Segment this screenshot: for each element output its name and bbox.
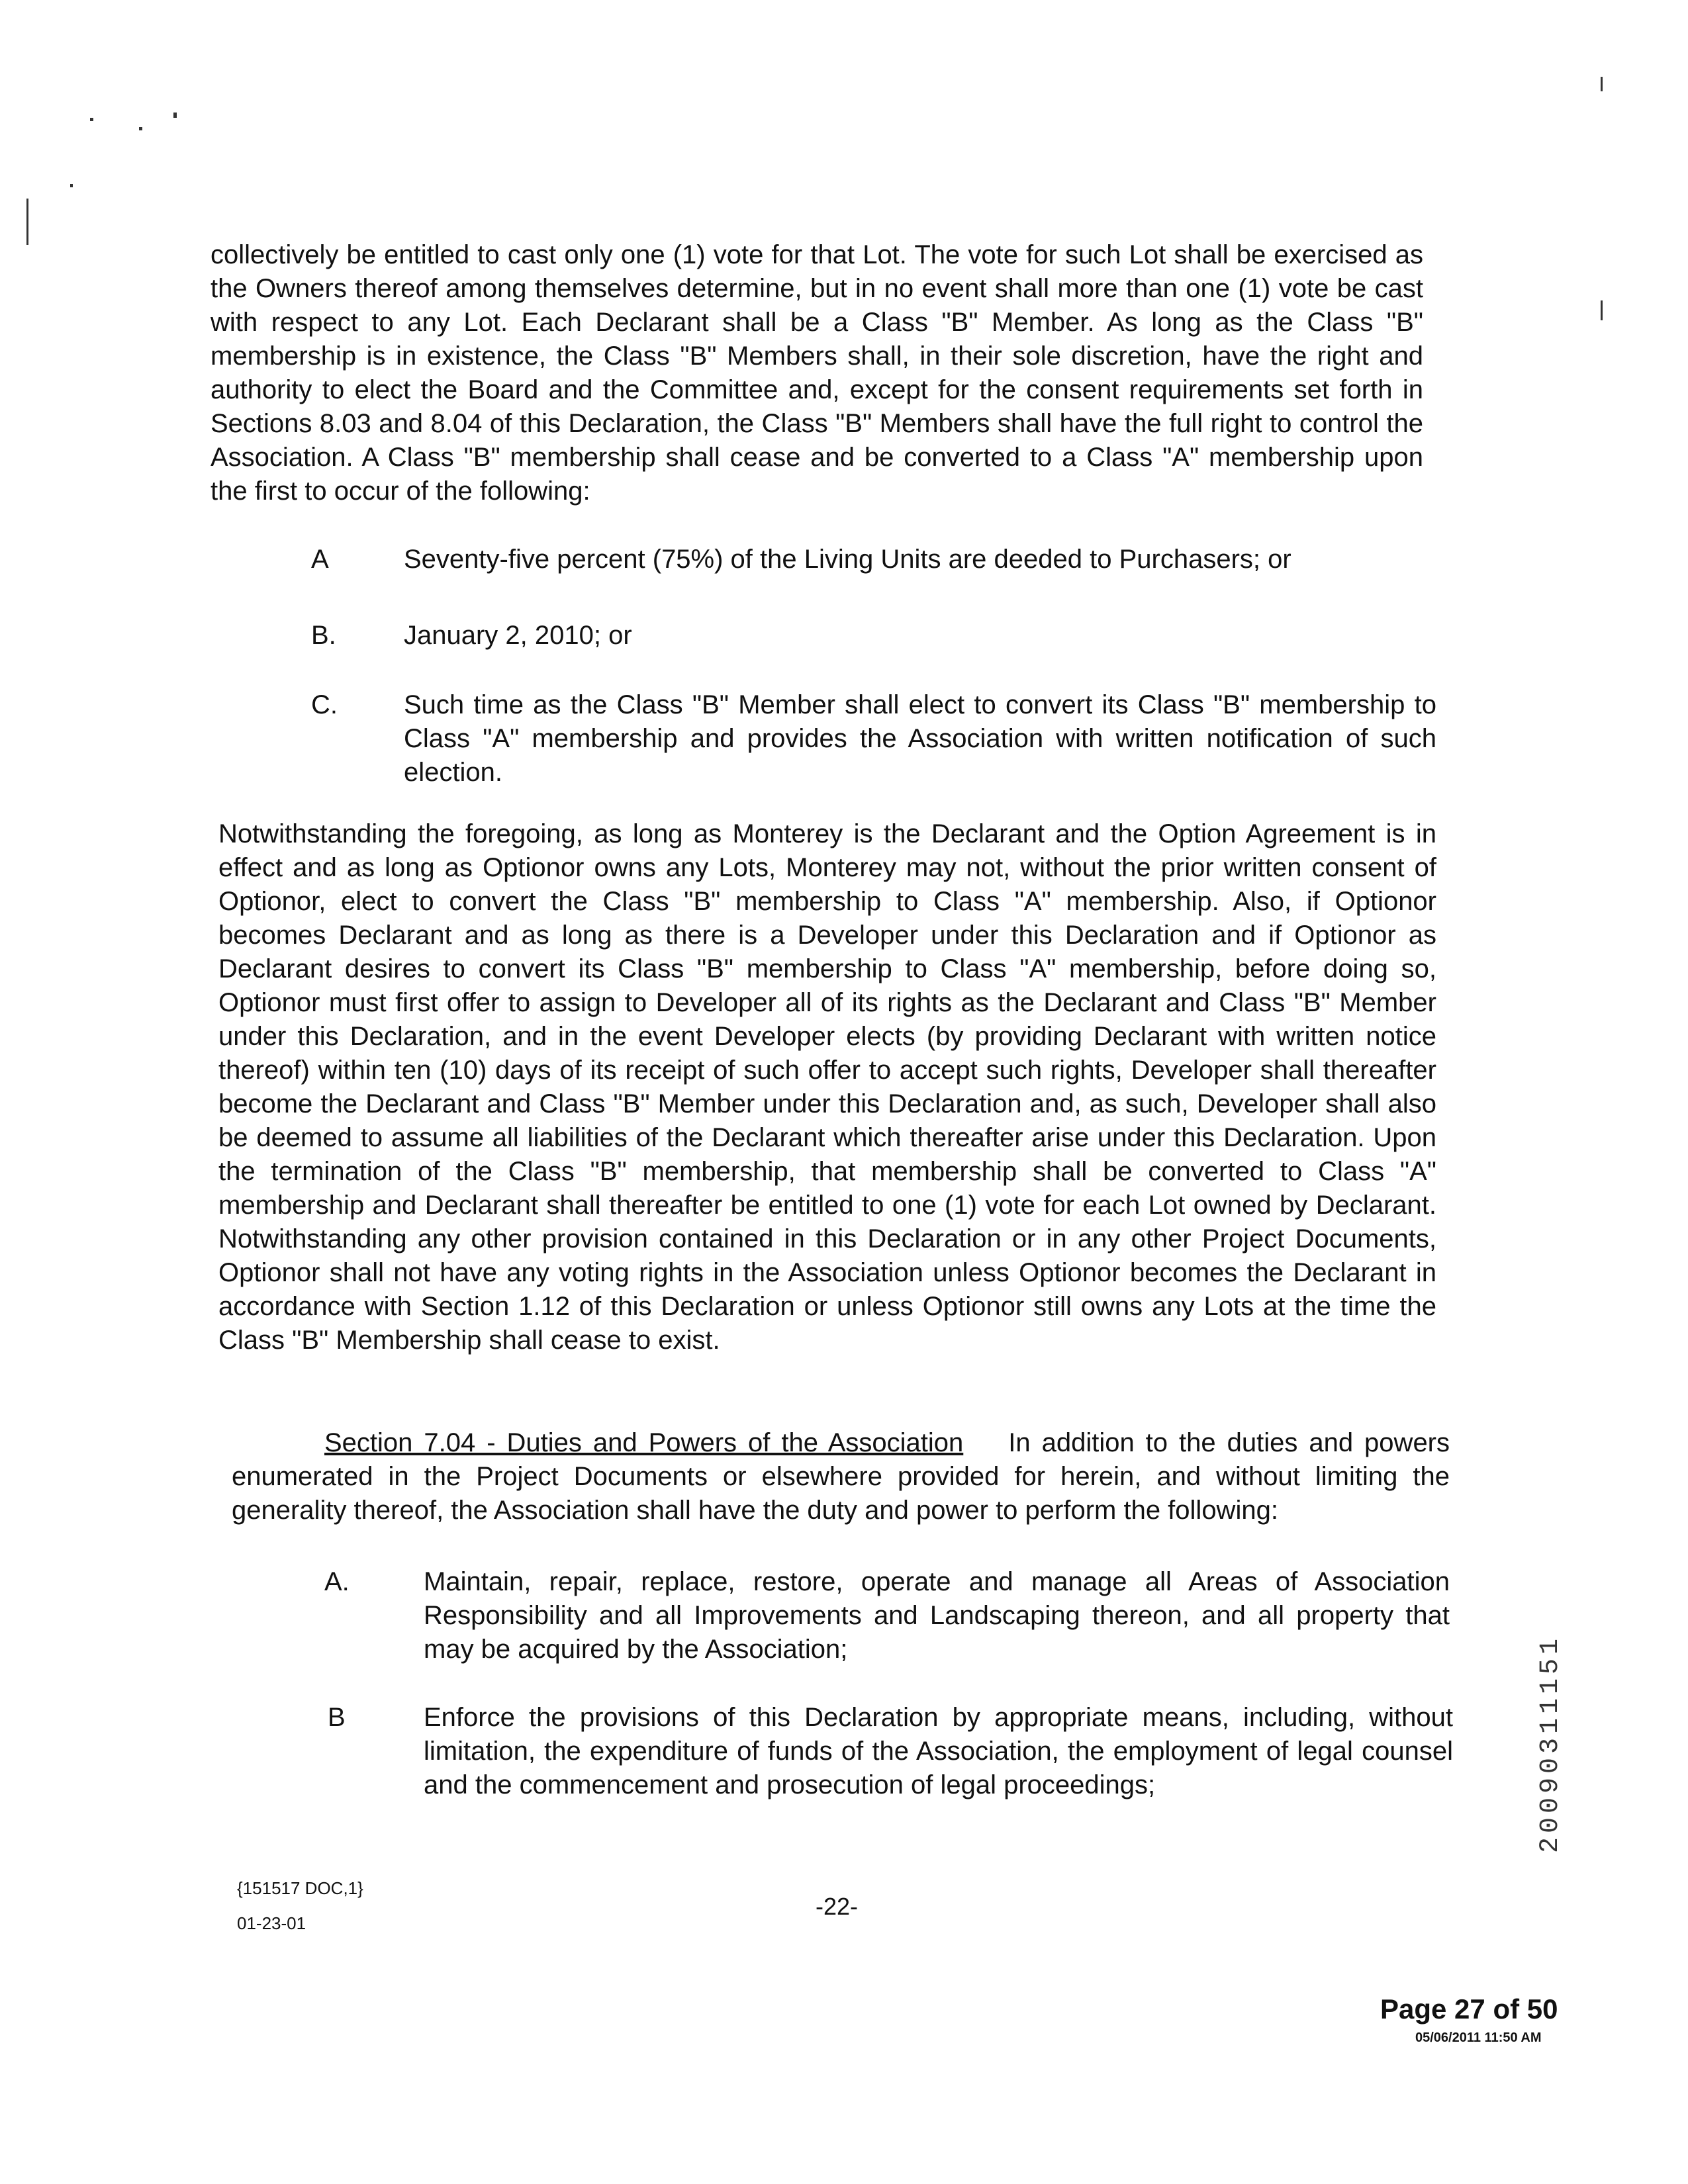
list-item: [328, 1701, 1453, 1807]
recording-page-stamp: Page 27 of 50: [1380, 1993, 1558, 2025]
list-item: [311, 619, 1436, 659]
list-item-text: January 2, 2010; or: [404, 621, 632, 650]
paragraph-class-b-membership: collectively be entitled to cast only one (1) vote for that Lot. The vote for such Lot shall be exercised as the Owners thereof among themselves determine, but in no event shall more than one (1) vote be cast with respect to any Lot. Each Declarant shall be a Class "B" Member. As long as the Class "B" membership is in existence, the Class "B" Members shall, in their sole discretion, have the right and authority to elect the Board and the Committee and, except for the consent requirements set forth in Sections 8.03 and 8.04 of this Declaration, the Class "B" Members shall have the full right to control the Association. A Class "B" membership shall cease and be converted to a Class "A" membership upon the first to occur of the following:: [211, 240, 1423, 506]
list-item-letter: B.: [311, 621, 336, 650]
scan-speck: [139, 127, 142, 130]
section-heading: Section 7.04 - Duties and Powers of the Association: [324, 1428, 964, 1457]
doc-reference: {151517 DOC,1}: [237, 1878, 363, 1898]
list-item: [324, 1565, 1450, 1671]
list-item-text: Such time as the Class "B" Member shall elect to convert its Class "B" membership to Class "A" membership and provides the Association with written notification of such election.: [404, 690, 1436, 787]
scan-speck: [1601, 77, 1603, 91]
list-item-letter: A.: [324, 1567, 350, 1596]
section-intro: In addition to the duties and powers enumerated in the Project Documents or elsewhere provided for herein, and without limiting the generality thereof, the Association shall have the duty and power to perform the following:: [232, 1428, 1450, 1525]
scan-speck: [26, 199, 28, 245]
paragraph-notwithstanding: Notwithstanding the foregoing, as long as Monterey is the Declarant and the Option Agreement is in effect and as long as Optionor owns any Lots, Monterey may not, without the prior written consent of Optionor, elect to convert the Class "B" membership to Class "A" membership. Also, if Optionor becomes Declarant and as long as there is a Developer under this Declaration and if Optionor as Declarant desires to convert its Class "B" membership to Class "A" membership, before doing so, Optionor must first offer to assign to Developer all of its rights as the Declarant and Class "B" Member under this Declaration, and in the event Developer elects (by providing Declarant with written notice thereof) within ten (10) days of its receipt of such offer to accept such rights, Developer shall thereafter become the Declarant and Class "B" Member under this Declaration and, as such, Developer shall also be deemed to assume all liabilities of the Declarant which thereafter arise under this Declaration. Upon the termination of the Class "B" membership, that membership shall be converted to Class "A" membership and Declarant shall thereafter be entitled to one (1) vote for each Lot owned by Declarant. Notwithstanding any other provision contained in this Declaration or in any other Project Documents, Optionor shall not have any voting rights in the Association unless Optionor becomes the Declarant in accordance with Section 1.12 of this Declaration or unless Optionor still owns any Lots at the time the Class "B" Membership shall cease to exist.: [218, 819, 1436, 1355]
recording-timestamp: 05/06/2011 11:50 AM: [1415, 2030, 1542, 2045]
page-number: -22-: [816, 1893, 859, 1920]
list-item: [311, 688, 1436, 794]
doc-date: 01-23-01: [237, 1913, 306, 1933]
list-item-text: Enforce the provisions of this Declaration by appropriate means, including, without limitation, the expenditure of funds of the Association, the employment of legal counsel and the commencement and prosecution of legal proceedings;: [424, 1703, 1453, 1799]
list-item-letter: A: [311, 545, 329, 574]
list-item-letter: C.: [311, 690, 338, 719]
list-item: [311, 543, 1436, 582]
section-7-04-paragraph: [232, 1426, 1450, 1527]
scan-speck: [90, 118, 93, 121]
scan-speck: [1601, 300, 1603, 320]
recording-number: 20090311151: [1536, 1634, 1566, 1853]
scan-speck: [173, 113, 177, 118]
list-item-letter: B: [328, 1703, 346, 1732]
scan-speck: [70, 184, 73, 187]
list-item-text: Maintain, repair, replace, restore, operate and manage all Areas of Association Responsibility and all Improvements and Landscaping thereon, and all property that may be acquired by the Association;: [424, 1567, 1450, 1664]
list-item-text: Seventy-five percent (75%) of the Living Units are deeded to Purchasers; or: [404, 545, 1291, 574]
